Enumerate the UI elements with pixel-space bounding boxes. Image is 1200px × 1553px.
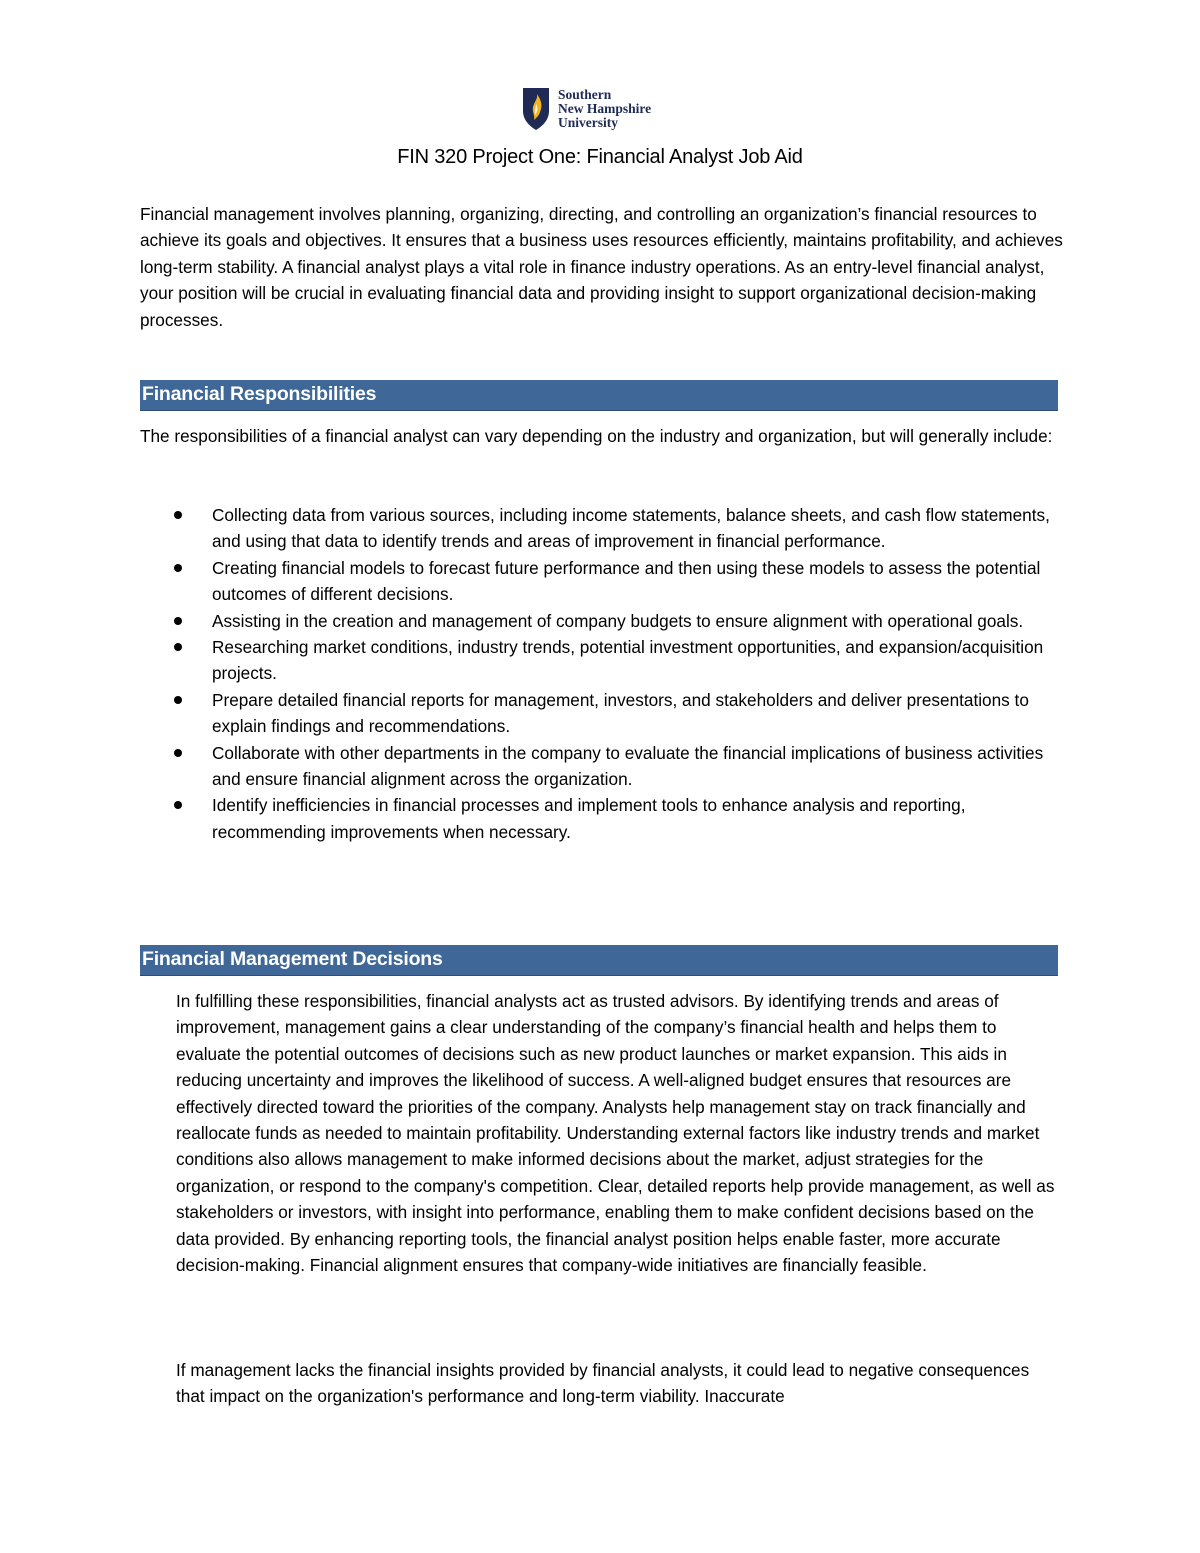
section-heading-responsibilities: Financial Responsibilities (142, 383, 377, 405)
responsibilities-list (140, 502, 1065, 845)
list-item-text: Collecting data from various sources, including income statements, balance sheets, and cash flow statements, and using that data to identify trends and areas of improvement in financial performance. (212, 505, 1050, 552)
list-item (140, 792, 1057, 845)
logo-line-3: University (558, 115, 618, 130)
logo-line-2: New Hampshire (558, 101, 652, 116)
list-item-text: Assisting in the creation and management of company budgets to ensure alignment with operational goals. (212, 610, 1024, 631)
shield-flame-icon (522, 87, 550, 131)
page-title: FIN 320 Project One: Financial Analyst Job Aid (397, 146, 803, 168)
bullet-icon (174, 564, 182, 572)
list-item-text: Identify inefficiencies in financial processes and implement tools to enhance analysis and reporting, recommending improvements when necessary. (212, 795, 966, 842)
logo-line-1: Southern (558, 87, 612, 102)
section-heading-bar (140, 945, 1058, 976)
bullet-icon (174, 617, 182, 625)
responsibilities-intro: The responsibilities of a financial analyst can vary depending on the industry and organization, but will generally include: (140, 426, 1053, 446)
list-item (140, 608, 1057, 634)
bullet-icon (174, 696, 182, 704)
bullet-icon (174, 511, 182, 519)
university-logo (522, 84, 651, 134)
bullet-icon (174, 801, 182, 809)
bullet-icon (174, 749, 182, 757)
list-item-text: Researching market conditions, industry trends, potential investment opportunities, and expansion/acquisition projects. (212, 637, 1044, 684)
list-item-text: Collaborate with other departments in the company to evaluate the financial implications of business activities and ensure financial alignment across the organization. (212, 742, 1044, 790)
list-item (140, 502, 1057, 555)
intro-paragraph: Financial management involves planning, organizing, directing, and controlling an organization’s financial resources to achieve its goals and objectives. It ensures that a business uses resources efficiently, maintains profitability, and achieves long-term stability. A financial analyst plays a vital role in finance industry operations. As an entry-level financial analyst, your position will be crucial in evaluating financial data and providing insight to support organizational decision-making processes. (140, 204, 1063, 330)
list-item (140, 740, 1057, 793)
list-item-text: Creating financial models to forecast future performance and then using these models to assess the potential outcomes of different decisions. (212, 557, 1041, 605)
logo-text (558, 88, 651, 130)
list-item (140, 687, 1057, 740)
bullet-icon (174, 643, 182, 651)
section-heading-decisions: Financial Management Decisions (142, 948, 443, 970)
decisions-paragraph-1: In fulfilling these responsibilities, financial analysts act as trusted advisors. By identifying trends and areas of improvement, management gains a clear understanding of the company’s financial health and helps them to evaluate the potential outcomes of decisions such as new product launches or market expansion. This aids in reducing uncertainty and improves the likelihood of success. A well-aligned budget ensures that resources are effectively directed toward the priorities of the company. Analysts help management stay on track financially and reallocate funds as needed to maintain profitability. Understanding external factors like industry trends and market conditions also allows management to make informed decisions about the market, adjust strategies for the organization, or respond to the company's competition. Clear, detailed reports help provide management, as well as stakeholders or investors, with insight into performance, enabling them to make confident decisions based on the data provided. By enhancing reporting tools, the financial analyst position helps enable faster, more accurate decision-making. Financial alignment ensures that company-wide initiatives are financially feasible. (176, 991, 1055, 1276)
list-item (140, 555, 1057, 608)
decisions-paragraph-2: If management lacks the financial insights provided by financial analysts, it could lead to negative consequences that impact on the organization's performance and long-term viability. Inaccurate (176, 1360, 1030, 1407)
section-heading-bar (140, 380, 1058, 411)
list-item-text: Prepare detailed financial reports for management, investors, and stakeholders and deliver presentations to explain findings and recommendations. (212, 689, 1029, 737)
list-item (140, 634, 1057, 687)
